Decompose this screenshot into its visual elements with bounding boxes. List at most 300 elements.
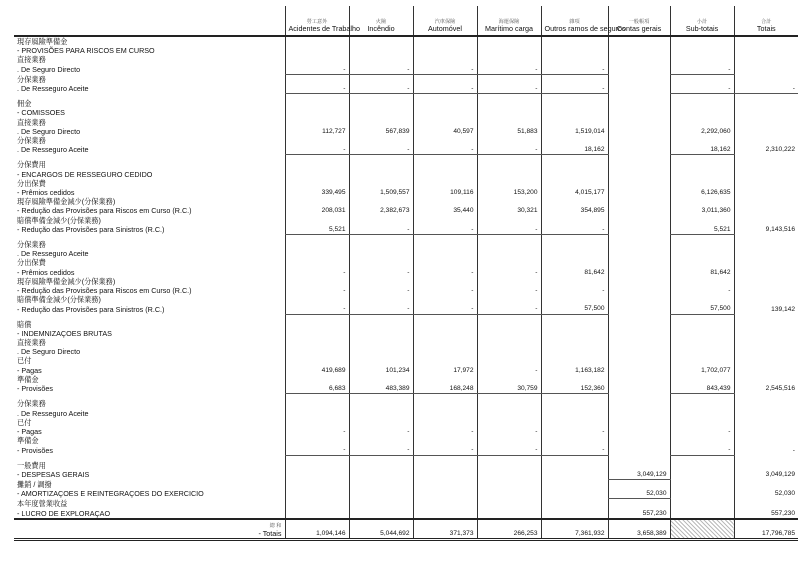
value-cell bbox=[285, 179, 349, 188]
value-cell: - bbox=[413, 84, 477, 94]
value-cell bbox=[541, 479, 608, 489]
chinese-label-row bbox=[14, 136, 798, 145]
column-header-zh: 汽車保險 bbox=[434, 18, 456, 25]
value-cell bbox=[670, 36, 734, 46]
value-cell bbox=[413, 470, 477, 480]
chinese-label: 攤銷 / 調撥 bbox=[17, 479, 52, 489]
chinese-label: 直接業務 bbox=[17, 338, 46, 348]
value-cell bbox=[608, 136, 670, 145]
chinese-label-row bbox=[14, 36, 798, 46]
value-cell: 2,382,673 bbox=[349, 206, 413, 215]
column-header-pt: Automóvel bbox=[428, 23, 462, 33]
value-cell bbox=[670, 74, 734, 84]
value-cell bbox=[608, 427, 670, 436]
value-cell bbox=[285, 118, 349, 127]
row-label: - Prêmios cedidos bbox=[17, 267, 75, 277]
value-cell bbox=[349, 375, 413, 384]
value-cell bbox=[285, 499, 349, 509]
value-cell bbox=[670, 499, 734, 509]
row-label: - DESPESAS GERAIS bbox=[17, 469, 90, 479]
column-header-pt: Incêndio bbox=[367, 23, 395, 33]
value-cell bbox=[541, 108, 608, 117]
value-cell bbox=[608, 286, 670, 295]
value-cell: - bbox=[734, 84, 798, 94]
value-cell: 557,230 bbox=[734, 509, 798, 519]
value-cell bbox=[413, 418, 477, 427]
table-row bbox=[14, 470, 798, 480]
value-cell bbox=[734, 329, 798, 338]
value-cell: - bbox=[477, 286, 541, 295]
value-cell: - bbox=[349, 145, 413, 155]
row-label: - Redução das Provisões para Sinistros (R.C.) bbox=[17, 225, 165, 235]
value-cell bbox=[670, 399, 734, 408]
value-cell bbox=[734, 399, 798, 408]
value-cell bbox=[608, 46, 670, 55]
value-cell bbox=[477, 320, 541, 329]
value-cell: 81,642 bbox=[670, 268, 734, 277]
chinese-label-row bbox=[14, 258, 798, 267]
column-header-0 bbox=[285, 6, 361, 36]
value-cell bbox=[413, 356, 477, 365]
value-cell bbox=[413, 36, 477, 46]
row-label: . De Seguro Directo bbox=[17, 64, 81, 74]
value-cell bbox=[734, 179, 798, 188]
value-cell: 1,519,014 bbox=[541, 127, 608, 136]
value-cell bbox=[734, 188, 798, 197]
value-cell bbox=[734, 65, 798, 75]
value-cell bbox=[349, 409, 413, 418]
value-cell bbox=[608, 445, 670, 455]
value-cell: - bbox=[413, 445, 477, 455]
chinese-label-row bbox=[14, 74, 798, 84]
value-cell bbox=[670, 277, 734, 286]
value-cell bbox=[413, 329, 477, 338]
value-cell bbox=[734, 170, 798, 179]
value-cell bbox=[608, 249, 670, 258]
value-cell: 2,545,516 bbox=[734, 384, 798, 394]
value-cell bbox=[349, 108, 413, 117]
value-cell: - bbox=[413, 427, 477, 436]
value-cell bbox=[477, 108, 541, 117]
value-cell bbox=[285, 470, 349, 480]
value-cell: - bbox=[413, 286, 477, 295]
value-cell bbox=[608, 409, 670, 418]
chinese-label-row bbox=[14, 216, 798, 225]
value-cell: 153,200 bbox=[477, 188, 541, 197]
value-cell bbox=[608, 329, 670, 338]
value-cell bbox=[670, 216, 734, 225]
value-cell bbox=[734, 216, 798, 225]
table-row bbox=[14, 188, 798, 197]
value-cell bbox=[285, 461, 349, 470]
table-row bbox=[14, 286, 798, 295]
value-cell: - bbox=[477, 445, 541, 455]
chinese-label-row bbox=[14, 499, 798, 509]
value-cell: - bbox=[477, 65, 541, 75]
value-cell bbox=[413, 179, 477, 188]
value-cell bbox=[670, 329, 734, 338]
value-cell bbox=[608, 304, 670, 314]
row-label: . De Resseguro Aceite bbox=[17, 84, 89, 94]
value-cell: - bbox=[349, 427, 413, 436]
chinese-label: 賠償準備金減少(分保業務) bbox=[17, 295, 101, 305]
section-heading: - COMISSOES bbox=[17, 108, 65, 118]
value-cell bbox=[413, 479, 477, 489]
value-cell bbox=[285, 399, 349, 408]
chinese-label: 分出保費 bbox=[17, 178, 46, 188]
value-cell bbox=[670, 409, 734, 418]
totals-label-zh: 總 和 bbox=[269, 522, 282, 529]
chinese-label: 直接業務 bbox=[17, 117, 46, 127]
chinese-label-row bbox=[14, 118, 798, 127]
value-cell bbox=[349, 479, 413, 489]
value-cell bbox=[349, 329, 413, 338]
chinese-label-row bbox=[14, 320, 798, 329]
value-cell bbox=[608, 65, 670, 75]
value-cell bbox=[413, 509, 477, 519]
value-cell bbox=[413, 489, 477, 499]
value-cell: 152,360 bbox=[541, 384, 608, 394]
value-cell bbox=[413, 399, 477, 408]
value-cell bbox=[608, 436, 670, 445]
value-cell: 17,972 bbox=[413, 366, 477, 375]
value-cell bbox=[608, 84, 670, 94]
value-cell bbox=[608, 160, 670, 169]
section-heading-row bbox=[14, 46, 798, 55]
value-cell bbox=[734, 36, 798, 46]
value-cell bbox=[285, 216, 349, 225]
table-row bbox=[14, 206, 798, 215]
value-cell: 35,440 bbox=[413, 206, 477, 215]
chinese-label-row bbox=[14, 399, 798, 408]
cost-breakdown-table bbox=[14, 6, 798, 541]
value-cell: 1,702,077 bbox=[670, 366, 734, 375]
value-cell bbox=[541, 329, 608, 338]
value-cell: 5,521 bbox=[285, 225, 349, 235]
value-cell bbox=[349, 216, 413, 225]
row-label: . De Resseguro Aceite bbox=[17, 408, 89, 418]
value-cell bbox=[477, 329, 541, 338]
value-cell: 2,310,222 bbox=[734, 145, 798, 155]
value-cell: - bbox=[285, 304, 349, 314]
chinese-label-row bbox=[14, 160, 798, 169]
row-label: - Redução das Provisões para Riscos em Curso (R.C.) bbox=[17, 206, 192, 216]
value-cell: - bbox=[285, 286, 349, 295]
value-cell bbox=[477, 489, 541, 499]
value-cell bbox=[608, 179, 670, 188]
value-cell bbox=[734, 427, 798, 436]
totals-label: - Totais bbox=[258, 528, 282, 538]
value-cell bbox=[349, 489, 413, 499]
value-cell bbox=[349, 347, 413, 356]
row-label: - Prêmios cedidos bbox=[17, 188, 75, 198]
value-cell bbox=[608, 240, 670, 249]
chinese-label: 已付 bbox=[17, 417, 32, 427]
value-cell bbox=[541, 436, 608, 445]
value-cell bbox=[413, 295, 477, 304]
value-cell: - bbox=[670, 84, 734, 94]
value-cell bbox=[608, 108, 670, 117]
value-cell bbox=[285, 329, 349, 338]
table-row bbox=[14, 225, 798, 235]
table-row bbox=[14, 249, 798, 258]
chinese-label: 佣金 bbox=[17, 99, 32, 109]
chinese-label: 準備金 bbox=[17, 374, 39, 384]
value-cell bbox=[541, 118, 608, 127]
value-cell bbox=[413, 74, 477, 84]
value-cell bbox=[541, 399, 608, 408]
value-cell bbox=[413, 108, 477, 117]
value-cell: 567,839 bbox=[349, 127, 413, 136]
column-header-4 bbox=[541, 6, 626, 36]
value-cell bbox=[734, 436, 798, 445]
value-cell bbox=[670, 347, 734, 356]
value-cell bbox=[285, 55, 349, 64]
value-cell bbox=[734, 347, 798, 356]
value-cell bbox=[670, 99, 734, 108]
value-cell bbox=[670, 108, 734, 117]
value-cell: - bbox=[349, 286, 413, 295]
value-cell bbox=[477, 499, 541, 509]
value-cell bbox=[285, 295, 349, 304]
value-cell bbox=[477, 160, 541, 169]
value-cell: 1,509,557 bbox=[349, 188, 413, 197]
value-cell bbox=[541, 136, 608, 145]
value-cell bbox=[477, 46, 541, 55]
value-cell bbox=[477, 347, 541, 356]
value-cell: - bbox=[670, 286, 734, 295]
value-cell bbox=[734, 295, 798, 304]
value-cell bbox=[670, 295, 734, 304]
value-cell: - bbox=[541, 286, 608, 295]
value-cell bbox=[413, 216, 477, 225]
value-cell bbox=[541, 489, 608, 499]
value-cell bbox=[349, 461, 413, 470]
column-header-zh: 勞工意外 bbox=[306, 18, 328, 25]
value-cell bbox=[285, 197, 349, 206]
value-cell bbox=[670, 338, 734, 347]
chinese-label: 分保業務 bbox=[17, 136, 46, 146]
value-cell bbox=[413, 347, 477, 356]
value-cell bbox=[670, 470, 734, 480]
value-cell bbox=[285, 356, 349, 365]
value-cell: - bbox=[541, 427, 608, 436]
value-cell bbox=[477, 36, 541, 46]
total-value-cell: 7,361,932 bbox=[541, 519, 608, 540]
chinese-label: 準備金 bbox=[17, 436, 39, 446]
value-cell: 483,389 bbox=[349, 384, 413, 394]
row-label: - Pagas bbox=[17, 426, 42, 436]
row-label: - Redução das Provisões para Riscos em Curso (R.C.) bbox=[17, 286, 192, 296]
value-cell bbox=[285, 338, 349, 347]
value-cell: 3,011,360 bbox=[670, 206, 734, 215]
column-header-3 bbox=[477, 6, 541, 36]
value-cell bbox=[734, 118, 798, 127]
value-cell bbox=[285, 479, 349, 489]
value-cell bbox=[477, 479, 541, 489]
value-cell bbox=[734, 338, 798, 347]
value-cell: 354,895 bbox=[541, 206, 608, 215]
value-cell bbox=[608, 258, 670, 267]
chinese-label: 現存風險準備金 bbox=[17, 37, 68, 46]
column-header-pt: Acidentes de Trabalho bbox=[288, 23, 361, 33]
column-header-pt: Contas gerais bbox=[616, 23, 662, 33]
column-header-zh: 雜項 bbox=[569, 18, 580, 25]
value-cell: - bbox=[477, 304, 541, 314]
value-cell bbox=[734, 320, 798, 329]
value-cell bbox=[670, 249, 734, 258]
table-row bbox=[14, 304, 798, 314]
value-cell bbox=[349, 160, 413, 169]
value-cell bbox=[608, 74, 670, 84]
table-row bbox=[14, 145, 798, 155]
row-label: - LUCRO DE EXPLORAÇAO bbox=[17, 508, 111, 518]
value-cell bbox=[734, 479, 798, 489]
value-cell: - bbox=[477, 427, 541, 436]
value-cell bbox=[734, 55, 798, 64]
value-cell bbox=[349, 277, 413, 286]
column-header-pt: Totais bbox=[756, 23, 776, 33]
value-cell: - bbox=[541, 65, 608, 75]
value-cell bbox=[670, 240, 734, 249]
value-cell bbox=[734, 206, 798, 215]
value-cell bbox=[541, 240, 608, 249]
value-cell bbox=[608, 55, 670, 64]
value-cell bbox=[477, 179, 541, 188]
value-cell bbox=[541, 258, 608, 267]
totals-row bbox=[14, 519, 798, 540]
value-cell bbox=[285, 160, 349, 169]
value-cell bbox=[541, 509, 608, 519]
section-heading: - PROVISÕES PARA RISCOS EM CURSO bbox=[17, 46, 155, 56]
value-cell: 3,049,129 bbox=[608, 470, 670, 480]
value-cell bbox=[477, 258, 541, 267]
table-row bbox=[14, 427, 798, 436]
value-cell bbox=[608, 347, 670, 356]
value-cell bbox=[285, 489, 349, 499]
value-cell bbox=[608, 277, 670, 286]
value-cell bbox=[349, 249, 413, 258]
value-cell bbox=[734, 108, 798, 117]
table-row bbox=[14, 384, 798, 394]
value-cell bbox=[608, 216, 670, 225]
row-label: . De Resseguro Aceite bbox=[17, 145, 89, 155]
value-cell bbox=[608, 127, 670, 136]
value-cell: 57,500 bbox=[670, 304, 734, 314]
row-label: . De Seguro Directo bbox=[17, 347, 81, 357]
value-cell bbox=[349, 118, 413, 127]
value-cell bbox=[734, 356, 798, 365]
value-cell bbox=[477, 197, 541, 206]
section-heading-row bbox=[14, 170, 798, 179]
table-row bbox=[14, 268, 798, 277]
value-cell: - bbox=[285, 268, 349, 277]
value-cell bbox=[413, 197, 477, 206]
chinese-label-row bbox=[14, 479, 798, 489]
value-cell bbox=[413, 170, 477, 179]
value-cell: - bbox=[349, 84, 413, 94]
column-header-zh: 合計 bbox=[761, 18, 772, 25]
value-cell: 339,495 bbox=[285, 188, 349, 197]
value-cell bbox=[541, 461, 608, 470]
value-cell bbox=[349, 499, 413, 509]
value-cell bbox=[349, 179, 413, 188]
value-cell bbox=[285, 418, 349, 427]
row-label: . De Resseguro Aceite bbox=[17, 249, 89, 259]
value-cell bbox=[541, 170, 608, 179]
value-cell bbox=[349, 240, 413, 249]
column-header-6 bbox=[670, 6, 734, 36]
row-label: - AMORTIZAÇOES E REINTEGRAÇOES DO EXERCICIO bbox=[17, 489, 204, 499]
table-row bbox=[14, 489, 798, 499]
value-cell: - bbox=[285, 84, 349, 94]
value-cell bbox=[285, 170, 349, 179]
value-cell bbox=[413, 436, 477, 445]
value-cell bbox=[608, 499, 670, 509]
value-cell: - bbox=[541, 225, 608, 235]
value-cell bbox=[734, 127, 798, 136]
value-cell bbox=[285, 409, 349, 418]
value-cell bbox=[349, 99, 413, 108]
value-cell bbox=[608, 384, 670, 394]
column-headers bbox=[14, 6, 798, 36]
totals-label-cell bbox=[14, 519, 285, 540]
value-cell: 81,642 bbox=[541, 268, 608, 277]
value-cell bbox=[734, 375, 798, 384]
value-cell bbox=[349, 136, 413, 145]
value-cell bbox=[670, 375, 734, 384]
value-cell bbox=[349, 509, 413, 519]
value-cell bbox=[541, 277, 608, 286]
value-cell bbox=[734, 268, 798, 277]
chinese-label: 直接業務 bbox=[17, 55, 46, 65]
value-cell bbox=[285, 136, 349, 145]
value-cell bbox=[413, 499, 477, 509]
value-cell bbox=[349, 470, 413, 480]
column-header-zh: 海運保險 bbox=[498, 18, 520, 25]
value-cell bbox=[413, 461, 477, 470]
chinese-label: 賠償 bbox=[17, 319, 32, 329]
value-cell bbox=[349, 356, 413, 365]
value-cell: 2,292,060 bbox=[670, 127, 734, 136]
value-cell bbox=[477, 470, 541, 480]
value-cell bbox=[734, 99, 798, 108]
value-cell bbox=[477, 295, 541, 304]
value-cell: - bbox=[349, 268, 413, 277]
value-cell bbox=[734, 160, 798, 169]
value-cell: - bbox=[349, 225, 413, 235]
value-cell bbox=[608, 479, 670, 489]
value-cell bbox=[285, 320, 349, 329]
value-cell bbox=[477, 249, 541, 258]
value-cell: - bbox=[670, 65, 734, 75]
value-cell bbox=[477, 99, 541, 108]
chinese-label-row bbox=[14, 55, 798, 64]
value-cell bbox=[413, 375, 477, 384]
value-cell: 112,727 bbox=[285, 127, 349, 136]
value-cell bbox=[413, 258, 477, 267]
value-cell: - bbox=[413, 145, 477, 155]
total-value-cell: 1,094,146 bbox=[285, 519, 349, 540]
value-cell bbox=[349, 295, 413, 304]
value-cell bbox=[608, 99, 670, 108]
table-row bbox=[14, 445, 798, 455]
chinese-label: 分保費用 bbox=[17, 160, 46, 170]
value-cell bbox=[477, 74, 541, 84]
column-header-zh: 火險 bbox=[375, 18, 387, 25]
value-cell: 18,162 bbox=[541, 145, 608, 155]
value-cell bbox=[734, 418, 798, 427]
